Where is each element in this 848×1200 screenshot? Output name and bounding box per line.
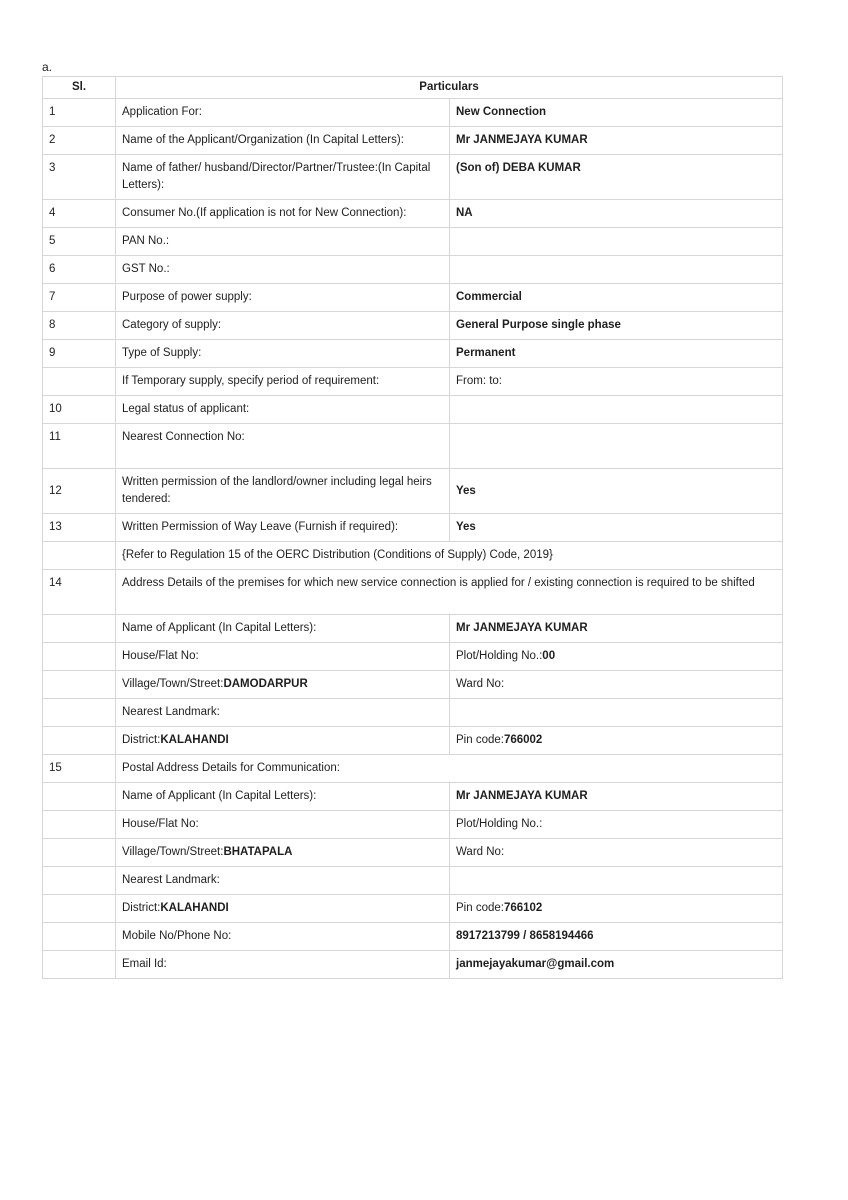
row-label: Nearest Landmark: [116, 699, 450, 727]
table-row [43, 755, 783, 783]
row-serial: 2 [43, 127, 116, 155]
row-serial: 8 [43, 312, 116, 340]
row-value [450, 923, 783, 951]
table-row [43, 228, 783, 256]
row-value: Plot/Holding No.: [450, 811, 783, 839]
row-value: From: to: [450, 368, 783, 396]
row-serial [43, 867, 116, 895]
row-serial: 7 [43, 284, 116, 312]
row-serial [43, 951, 116, 979]
value-text: 8917213799 / 8658194466 [456, 930, 594, 942]
row-label: GST No.: [116, 256, 450, 284]
row-value [450, 256, 783, 284]
table-row [43, 424, 783, 469]
row-serial [43, 727, 116, 755]
value-prefix: Pin code: [456, 734, 504, 746]
row-label: Legal status of applicant: [116, 396, 450, 424]
label-prefix: Village/Town/Street: [122, 678, 224, 690]
table-header-row [43, 77, 783, 99]
row-label: If Temporary supply, specify period of requirement: [116, 368, 450, 396]
table-row [43, 783, 783, 811]
row-value [450, 284, 783, 312]
row-label [116, 671, 450, 699]
row-value [450, 643, 783, 671]
label-prefix: District: [122, 734, 161, 746]
table-row [43, 514, 783, 542]
row-value [450, 396, 783, 424]
table-row [43, 895, 783, 923]
table-row [43, 312, 783, 340]
label-value: KALAHANDI [160, 902, 229, 914]
row-serial [43, 671, 116, 699]
row-value: Ward No: [450, 839, 783, 867]
row-label: PAN No.: [116, 228, 450, 256]
row-serial [43, 895, 116, 923]
row-label [116, 839, 450, 867]
label-prefix: Village/Town/Street: [122, 846, 224, 858]
row-full-text: Address Details of the premises for which new service connection is applied for / existing connection is required to be shifted [116, 570, 783, 615]
table-row [43, 923, 783, 951]
row-label: Name of Applicant (In Capital Letters): [116, 783, 450, 811]
table-row [43, 615, 783, 643]
value-text: 766002 [503, 734, 543, 746]
table-row [43, 469, 783, 514]
row-label: Nearest Connection No: [116, 424, 450, 469]
row-serial: 1 [43, 99, 116, 127]
row-serial: 14 [43, 570, 116, 615]
label-prefix: District: [122, 902, 161, 914]
row-serial: 9 [43, 340, 116, 368]
table-row [43, 155, 783, 200]
row-value [450, 200, 783, 228]
row-value [450, 514, 783, 542]
row-serial [43, 368, 116, 396]
row-label: Name of the Applicant/Organization (In Capital Letters): [116, 127, 450, 155]
row-serial [43, 643, 116, 671]
row-label: Application For: [116, 99, 450, 127]
value-text: 00 [542, 650, 556, 662]
section-marker: a. [42, 60, 53, 74]
table-row [43, 256, 783, 284]
value-text: Yes [456, 484, 476, 497]
value-text: Commercial [456, 291, 522, 303]
header-particulars: Particulars [116, 77, 783, 99]
value-text: General Purpose single phase [456, 319, 621, 331]
row-serial: 11 [43, 424, 116, 469]
row-full-text: {Refer to Regulation 15 of the OERC Distribution (Conditions of Supply) Code, 2019} [116, 542, 783, 570]
table-row [43, 671, 783, 699]
table-row [43, 951, 783, 979]
table-row [43, 570, 783, 615]
value-text: (Son of) DEBA KUMAR [456, 162, 581, 174]
row-value [450, 727, 783, 755]
value-text: Mr JANMEJAYA KUMAR [456, 790, 588, 802]
row-value [450, 99, 783, 127]
table-row [43, 340, 783, 368]
row-label: Mobile No/Phone No: [116, 923, 450, 951]
row-serial [43, 783, 116, 811]
row-full-text: Postal Address Details for Communication: [116, 755, 783, 783]
table-row [43, 699, 783, 727]
value-text: New Connection [456, 106, 547, 118]
table-body [43, 99, 783, 979]
row-serial: 6 [43, 256, 116, 284]
row-label: Written permission of the landlord/owner including legal heirs tendered: [116, 469, 450, 514]
row-serial [43, 699, 116, 727]
table-row [43, 811, 783, 839]
row-label: Name of father/ husband/Director/Partner/Trustee:(In Capital Letters): [116, 155, 450, 200]
row-label: Purpose of power supply: [116, 284, 450, 312]
table-row [43, 368, 783, 396]
row-serial [43, 811, 116, 839]
row-serial [43, 615, 116, 643]
value-text: Mr JANMEJAYA KUMAR [456, 134, 588, 146]
value-text: Permanent [456, 347, 516, 359]
row-value [450, 127, 783, 155]
row-serial [43, 839, 116, 867]
row-value: Ward No: [450, 671, 783, 699]
table-row [43, 127, 783, 155]
row-label: Written Permission of Way Leave (Furnish if required): [116, 514, 450, 542]
value-text: NA [456, 207, 473, 219]
table-row [43, 727, 783, 755]
row-value [450, 312, 783, 340]
row-value [450, 469, 783, 514]
row-label: Name of Applicant (In Capital Letters): [116, 615, 450, 643]
table-row [43, 99, 783, 127]
value-prefix: Pin code: [456, 902, 504, 914]
row-value [450, 699, 783, 727]
row-serial: 15 [43, 755, 116, 783]
row-label: Category of supply: [116, 312, 450, 340]
row-label: House/Flat No: [116, 811, 450, 839]
application-table [42, 76, 783, 979]
row-label [116, 895, 450, 923]
row-value [450, 424, 783, 469]
table-row [43, 839, 783, 867]
table-row [43, 542, 783, 570]
value-text: 766102 [503, 902, 543, 914]
table-row [43, 284, 783, 312]
row-value [450, 895, 783, 923]
label-value: BHATAPALA [223, 846, 293, 858]
row-serial: 10 [43, 396, 116, 424]
row-serial: 5 [43, 228, 116, 256]
row-serial [43, 542, 116, 570]
value-text: janmejayakumar@gmail.com [456, 958, 615, 970]
row-value [450, 615, 783, 643]
row-value [450, 228, 783, 256]
row-label: Email Id: [116, 951, 450, 979]
table-row [43, 200, 783, 228]
row-serial: 13 [43, 514, 116, 542]
row-value [450, 783, 783, 811]
row-value [450, 951, 783, 979]
table-row [43, 643, 783, 671]
row-serial: 4 [43, 200, 116, 228]
table-row [43, 396, 783, 424]
row-label: Nearest Landmark: [116, 867, 450, 895]
label-value: DAMODARPUR [223, 678, 308, 690]
label-value: KALAHANDI [160, 734, 229, 746]
row-serial [43, 923, 116, 951]
row-serial: 12 [43, 469, 116, 514]
header-sl: Sl. [43, 77, 116, 99]
row-serial: 3 [43, 155, 116, 200]
row-label: Type of Supply: [116, 340, 450, 368]
row-label: House/Flat No: [116, 643, 450, 671]
value-text: Mr JANMEJAYA KUMAR [456, 622, 588, 634]
row-value [450, 340, 783, 368]
table-row [43, 867, 783, 895]
row-label: Consumer No.(If application is not for New Connection): [116, 200, 450, 228]
row-label [116, 727, 450, 755]
row-value [450, 867, 783, 895]
value-text: Yes [456, 521, 476, 533]
row-value [450, 155, 783, 200]
value-prefix: Plot/Holding No.: [456, 650, 543, 662]
